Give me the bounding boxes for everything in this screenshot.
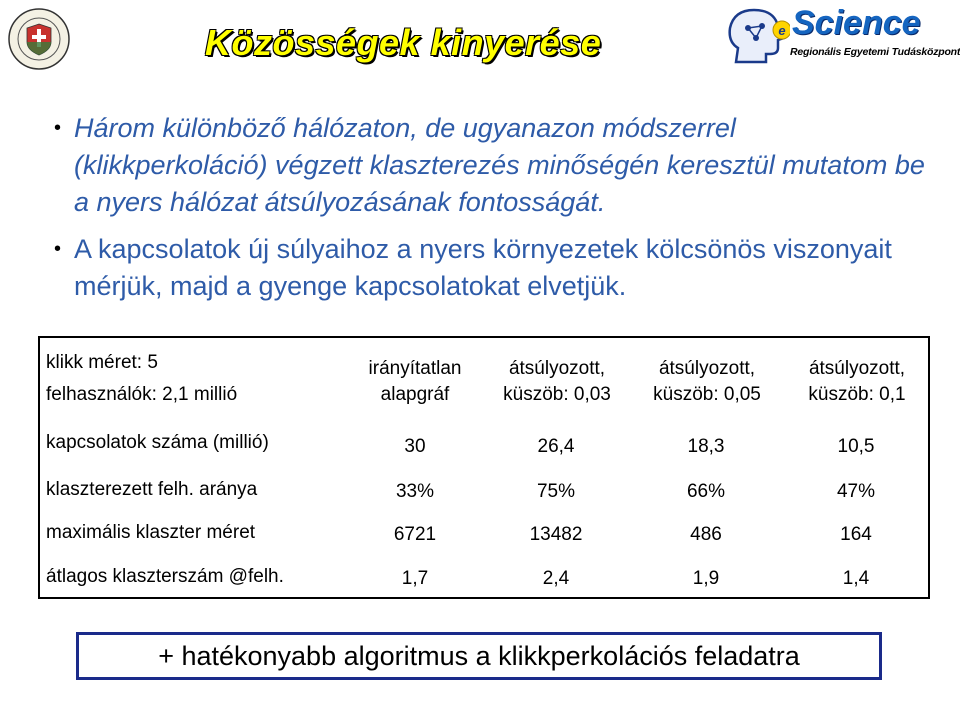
- row-label: kapcsolatok száma (millió): [46, 432, 269, 453]
- bullet-dot-icon: •: [54, 117, 62, 139]
- table-cell: 10,5: [837, 436, 875, 457]
- column-header-line: irányítatlan: [368, 358, 462, 379]
- table-cell: 30: [404, 436, 426, 457]
- bullet-item: [52, 231, 932, 305]
- table-cell: 18,3: [687, 436, 725, 457]
- bullet-item: [52, 110, 932, 221]
- column-header-line: küszöb: 0,05: [653, 384, 761, 405]
- table-cell: 1,7: [401, 568, 429, 589]
- university-seal-logo: [8, 8, 70, 70]
- column-header-undirected: [352, 356, 478, 408]
- column-header-line: átsúlyozott,: [658, 358, 756, 379]
- bullet-dot-icon: •: [54, 238, 62, 260]
- table-cell: 164: [840, 524, 872, 545]
- column-header-line: küszöb: 0,1: [808, 384, 906, 405]
- highlight-text: + hatékonyabb algoritmus a klikkperkolációs feladatra: [158, 640, 800, 671]
- highlight-box: [76, 632, 882, 680]
- column-header-line: átsúlyozott,: [808, 358, 906, 379]
- table-cell: 1,9: [692, 568, 720, 589]
- table-cell: 47%: [836, 481, 876, 502]
- table-cell: 13482: [529, 524, 583, 545]
- profile-head-icon: [722, 4, 790, 68]
- svg-text:e: e: [778, 23, 786, 38]
- column-header-line: alapgráf: [380, 384, 450, 405]
- column-header-line: átsúlyozott,: [508, 358, 606, 379]
- row-label: maximális klaszter méret: [46, 522, 256, 543]
- table-cell: 6721: [393, 524, 437, 545]
- table-cell: 2,4: [542, 568, 570, 589]
- column-header-reweighted-005: [634, 356, 780, 408]
- table-corner-line-1: klikk méret: 5: [46, 352, 158, 373]
- table-cell: 75%: [536, 481, 576, 502]
- table-cell: 486: [690, 524, 722, 545]
- row-label: átlagos klaszterszám @felh.: [46, 566, 284, 587]
- results-table: [38, 336, 930, 599]
- bullet-list: [52, 110, 932, 315]
- row-label: klaszterezett felh. aránya: [46, 479, 258, 500]
- column-header-line: küszöb: 0,03: [503, 384, 611, 405]
- table-cell: 26,4: [537, 436, 575, 457]
- logo-subtitle: Regionális Egyetemi Tudásközpont: [790, 46, 960, 58]
- table-corner-line-2: felhasználók: 2,1 millió: [46, 384, 238, 405]
- table-cell: 66%: [686, 481, 726, 502]
- logo-word: Science: [792, 4, 921, 42]
- table-cell: 33%: [395, 481, 435, 502]
- science-logo: [722, 4, 960, 68]
- slide-title: Közösségek kinyerése: [205, 22, 602, 63]
- bullet-text: Három különböző hálózaton, de ugyanazon módszerrel (klikkperkoláció) végzett klaszterezés minőségén keresztül mutatom be a nyers hálózat átsúlyozásának fontosságát.: [74, 113, 925, 217]
- column-header-reweighted-01: [784, 356, 930, 408]
- bullet-text: A kapcsolatok új súlyaihoz a nyers környezetek kölcsönös viszonyait mérjük, majd a gyenge kapcsolatokat elvetjük.: [74, 234, 892, 301]
- column-header-reweighted-003: [484, 356, 630, 408]
- table-cell: 1,4: [842, 568, 870, 589]
